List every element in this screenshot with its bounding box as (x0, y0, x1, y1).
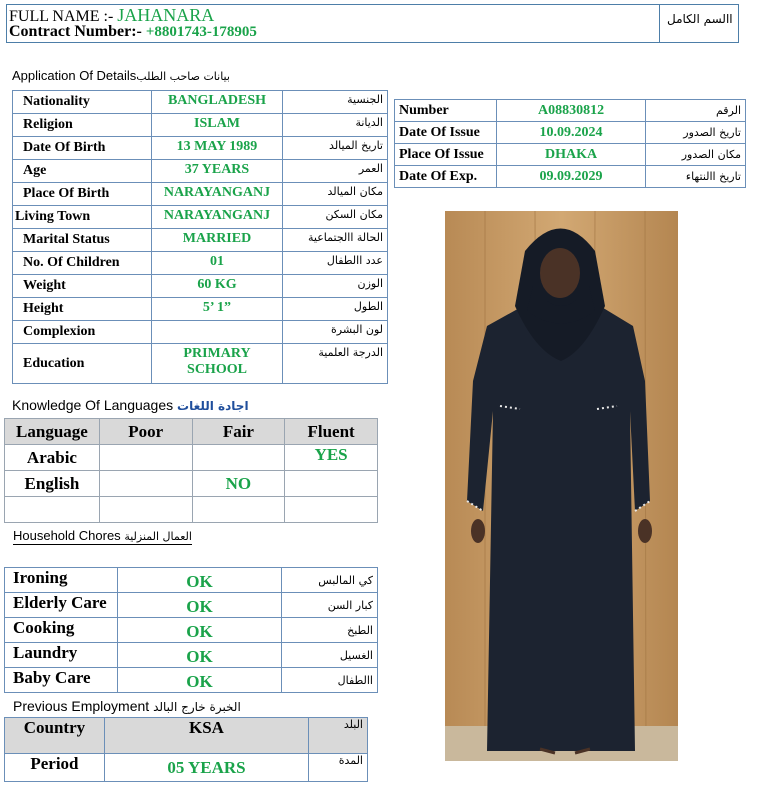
languages-title-ar: اجادة اللغات (177, 399, 249, 413)
chore-value: OK (117, 593, 281, 618)
detail-label: No. Of Children (13, 252, 152, 275)
full-name-ar: االسم الكامل (667, 12, 733, 26)
detail-value: NARAYANGANJ (151, 183, 283, 206)
applicant-photo (445, 211, 678, 761)
detail-label: Place Of Birth (13, 183, 152, 206)
contract-line (9, 23, 257, 41)
detail-label-ar: عدد االطفال (283, 252, 388, 275)
application-title (12, 68, 230, 83)
table-row (13, 137, 388, 160)
chore-label: Cooking (5, 618, 118, 643)
table-row (5, 618, 378, 643)
detail-label-ar: الديانة (283, 114, 388, 137)
detail-label-ar: الدرجة العلمية (283, 344, 388, 384)
employment-label: Period (5, 754, 105, 782)
chore-label: Laundry (5, 643, 118, 668)
employment-table (4, 717, 368, 782)
detail-label: Age (13, 160, 152, 183)
detail-label-ar: تاريخ الميالد (283, 137, 388, 160)
table-row (5, 643, 378, 668)
table-row (395, 166, 746, 188)
chore-label-ar: الطبخ (282, 618, 378, 643)
chore-value: OK (117, 618, 281, 643)
chore-label-ar: كبار السن (282, 593, 378, 618)
chore-label: Baby Care (5, 668, 118, 693)
chore-label: Elderly Care (5, 593, 118, 618)
table-row (13, 275, 388, 298)
employment-label: Country (5, 718, 105, 754)
full-name-value: JAHANARA (117, 5, 215, 25)
detail-value: PRIMARY SCHOOL (151, 344, 283, 384)
detail-value: 37 YEARS (151, 160, 283, 183)
detail-label-ar: مكان الميالد (283, 183, 388, 206)
chore-label-ar: الغسيل (282, 643, 378, 668)
detail-value: MARRIED (151, 229, 283, 252)
detail-value: 5’ 1” (151, 298, 283, 321)
language-poor (99, 471, 192, 497)
language-name: Arabic (5, 445, 100, 471)
employment-label-ar: المدة (309, 754, 368, 782)
passport-value: 10.09.2024 (496, 122, 646, 144)
contract-value: +8801743-178905 (145, 24, 257, 40)
detail-value: NARAYANGANJ (151, 206, 283, 229)
detail-label-ar: مكان السكن (283, 206, 388, 229)
employment-title (13, 698, 241, 714)
languages-header-cell: Fluent (285, 419, 378, 445)
passport-label-ar: تاريخ الصدور (646, 122, 746, 144)
table-row (13, 91, 388, 114)
chores-table (4, 567, 378, 693)
employment-title-ar: الخبرة خارج البالد (153, 700, 241, 714)
chore-label-ar: كي المالبس (282, 568, 378, 593)
application-title-ar: بيانات صاحب الطلب (136, 70, 230, 83)
full-name-label: FULL NAME :- (9, 8, 114, 25)
table-row (5, 718, 368, 754)
languages-title-en: Knowledge Of Languages (12, 397, 174, 413)
language-fair (192, 497, 285, 523)
languages-header-row (5, 419, 378, 445)
detail-label-ar: العمر (283, 160, 388, 183)
table-row (13, 160, 388, 183)
table-row (395, 144, 746, 166)
detail-label: Religion (13, 114, 152, 137)
employment-value: KSA (104, 718, 308, 754)
table-row (5, 668, 378, 693)
table-row (13, 298, 388, 321)
detail-label: Complexion (13, 321, 152, 344)
table-row (395, 100, 746, 122)
header-box (6, 4, 739, 43)
detail-label-ar: لون البشرة (283, 321, 388, 344)
passport-value: 09.09.2029 (496, 166, 646, 188)
languages-header-cell: Language (5, 419, 100, 445)
passport-label-ar: تاريخ االنتهاء (646, 166, 746, 188)
table-row (5, 593, 378, 618)
language-fluent: YES (285, 445, 378, 471)
passport-label: Date Of Exp. (395, 166, 497, 188)
detail-label: Education (13, 344, 152, 384)
chore-value: OK (117, 668, 281, 693)
application-details-table (12, 90, 388, 384)
chores-title (13, 528, 192, 545)
detail-value: BANGLADESH (151, 91, 283, 114)
table-row (5, 497, 378, 523)
passport-value: DHAKA (496, 144, 646, 166)
detail-label-ar: الوزن (283, 275, 388, 298)
detail-label: Marital Status (13, 229, 152, 252)
table-row (5, 445, 378, 471)
chores-title-ar: العمال المنزلية (124, 530, 192, 543)
detail-value: 13 MAY 1989 (151, 137, 283, 160)
detail-value: ISLAM (151, 114, 283, 137)
detail-label: Nationality (13, 91, 152, 114)
language-poor (99, 445, 192, 471)
detail-value (151, 321, 283, 344)
table-row (13, 344, 388, 384)
detail-label: Weight (13, 275, 152, 298)
table-row (5, 568, 378, 593)
table-row (13, 229, 388, 252)
detail-label-ar: الطول (283, 298, 388, 321)
passport-label-ar: مكان الصدور (646, 144, 746, 166)
header-divider (659, 5, 660, 42)
application-title-en: Application Of Details (12, 68, 137, 83)
table-row (13, 114, 388, 137)
detail-label-ar: الجنسية (283, 91, 388, 114)
language-fluent (285, 471, 378, 497)
contract-label: Contract Number:- (9, 23, 142, 40)
language-name (5, 497, 100, 523)
chore-value: OK (117, 568, 281, 593)
chore-label-ar: االطفال (282, 668, 378, 693)
detail-value: 60 KG (151, 275, 283, 298)
languages-header-cell: Fair (192, 419, 285, 445)
detail-label-ar: الحالة االجتماعية (283, 229, 388, 252)
languages-title (12, 397, 249, 413)
employment-title-en: Previous Employment (13, 698, 150, 714)
table-row (5, 754, 368, 782)
table-row (13, 321, 388, 344)
detail-label: Height (13, 298, 152, 321)
chores-title-en: Household Chores (13, 528, 121, 543)
table-row (5, 471, 378, 497)
passport-table (394, 99, 746, 188)
passport-label-ar: الرقم (646, 100, 746, 122)
employment-label-ar: البلد (309, 718, 368, 754)
chore-label: Ironing (5, 568, 118, 593)
language-poor (99, 497, 192, 523)
table-row (395, 122, 746, 144)
chore-value: OK (117, 643, 281, 668)
languages-header-cell: Poor (99, 419, 192, 445)
passport-value: A08830812 (496, 100, 646, 122)
detail-value: 01 (151, 252, 283, 275)
passport-label: Number (395, 100, 497, 122)
passport-label: Place Of Issue (395, 144, 497, 166)
passport-label: Date Of Issue (395, 122, 497, 144)
language-fair (192, 445, 285, 471)
languages-table (4, 418, 378, 523)
table-row (13, 206, 388, 229)
detail-label: Living Town (13, 206, 152, 229)
detail-label: Date Of Birth (13, 137, 152, 160)
language-fluent (285, 497, 378, 523)
employment-value: 05 YEARS (104, 754, 308, 782)
language-fair: NO (192, 471, 285, 497)
table-row (13, 183, 388, 206)
language-name: English (5, 471, 100, 497)
table-row (13, 252, 388, 275)
